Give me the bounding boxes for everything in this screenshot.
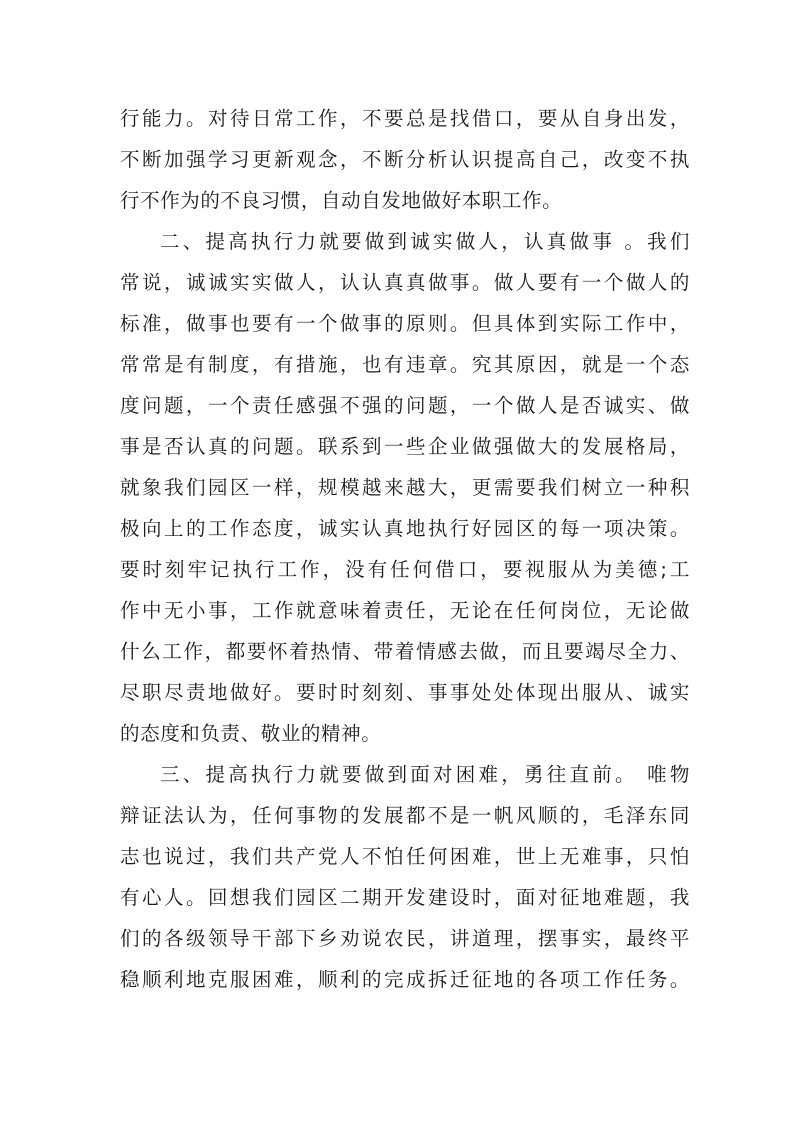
text-line: 度问题，一个责任感强不强的问题，一个做人是否诚实、做 xyxy=(120,394,690,417)
text-line: 不断加强学习更新观念，不断分析认识提高自己，改变不执 xyxy=(120,148,690,171)
document-body xyxy=(120,98,690,1000)
text-line: 有心人。回想我们园区二期开发建设时，面对征地难题，我 xyxy=(120,886,690,909)
text-line: 的态度和负责、敬业的精神。 xyxy=(120,722,382,745)
text-line: 什么工作，都要怀着热情、带着情感去做，而且要竭尽全力、 xyxy=(120,640,690,663)
text-line: 事是否认真的问题。联系到一些企业做强做大的发展格局， xyxy=(120,435,690,458)
text-line: 常说，诚诚实实做人，认认真真做事。做人要有一个做人的 xyxy=(120,271,690,294)
text-line: 极向上的工作态度，诚实认真地执行好园区的每一项决策。 xyxy=(120,517,690,540)
text-line: 要时刻牢记执行工作，没有任何借口，要视服从为美德;工 xyxy=(120,558,690,581)
text-line: 尽职尽责地做好。要时时刻刻、事事处处体现出服从、诚实 xyxy=(120,681,690,704)
text-line: 作中无小事，工作就意味着责任，无论在任何岗位，无论做 xyxy=(120,599,690,622)
text-line: 行能力。对待日常工作，不要总是找借口，要从自身出发， xyxy=(120,107,690,130)
text-line: 三、提高执行力就要做到面对困难，勇往直前。 唯物 xyxy=(160,763,690,786)
text-line: 们的各级领导干部下乡劝说农民，讲道理，摆事实，最终平 xyxy=(120,927,690,950)
text-line: 常常是有制度，有措施，也有违章。究其原因，就是一个态 xyxy=(120,353,690,376)
text-line: 辩证法认为，任何事物的发展都不是一帆风顺的，毛泽东同 xyxy=(120,804,690,827)
text-line: 标准，做事也要有一个做事的原则。但具体到实际工作中， xyxy=(120,312,690,335)
text-line: 志也说过，我们共产党人不怕任何困难，世上无难事，只怕 xyxy=(120,845,690,868)
text-line: 二、提高执行力就要做到诚实做人，认真做事 。我们 xyxy=(160,230,690,253)
text-line: 就象我们园区一样，规模越来越大，更需要我们树立一种积 xyxy=(120,476,690,499)
text-line: 行不作为的不良习惯，自动自发地做好本职工作。 xyxy=(120,189,563,212)
text-line: 稳顺利地克服困难，顺利的完成拆迁征地的各项工作任务。 xyxy=(120,968,690,991)
